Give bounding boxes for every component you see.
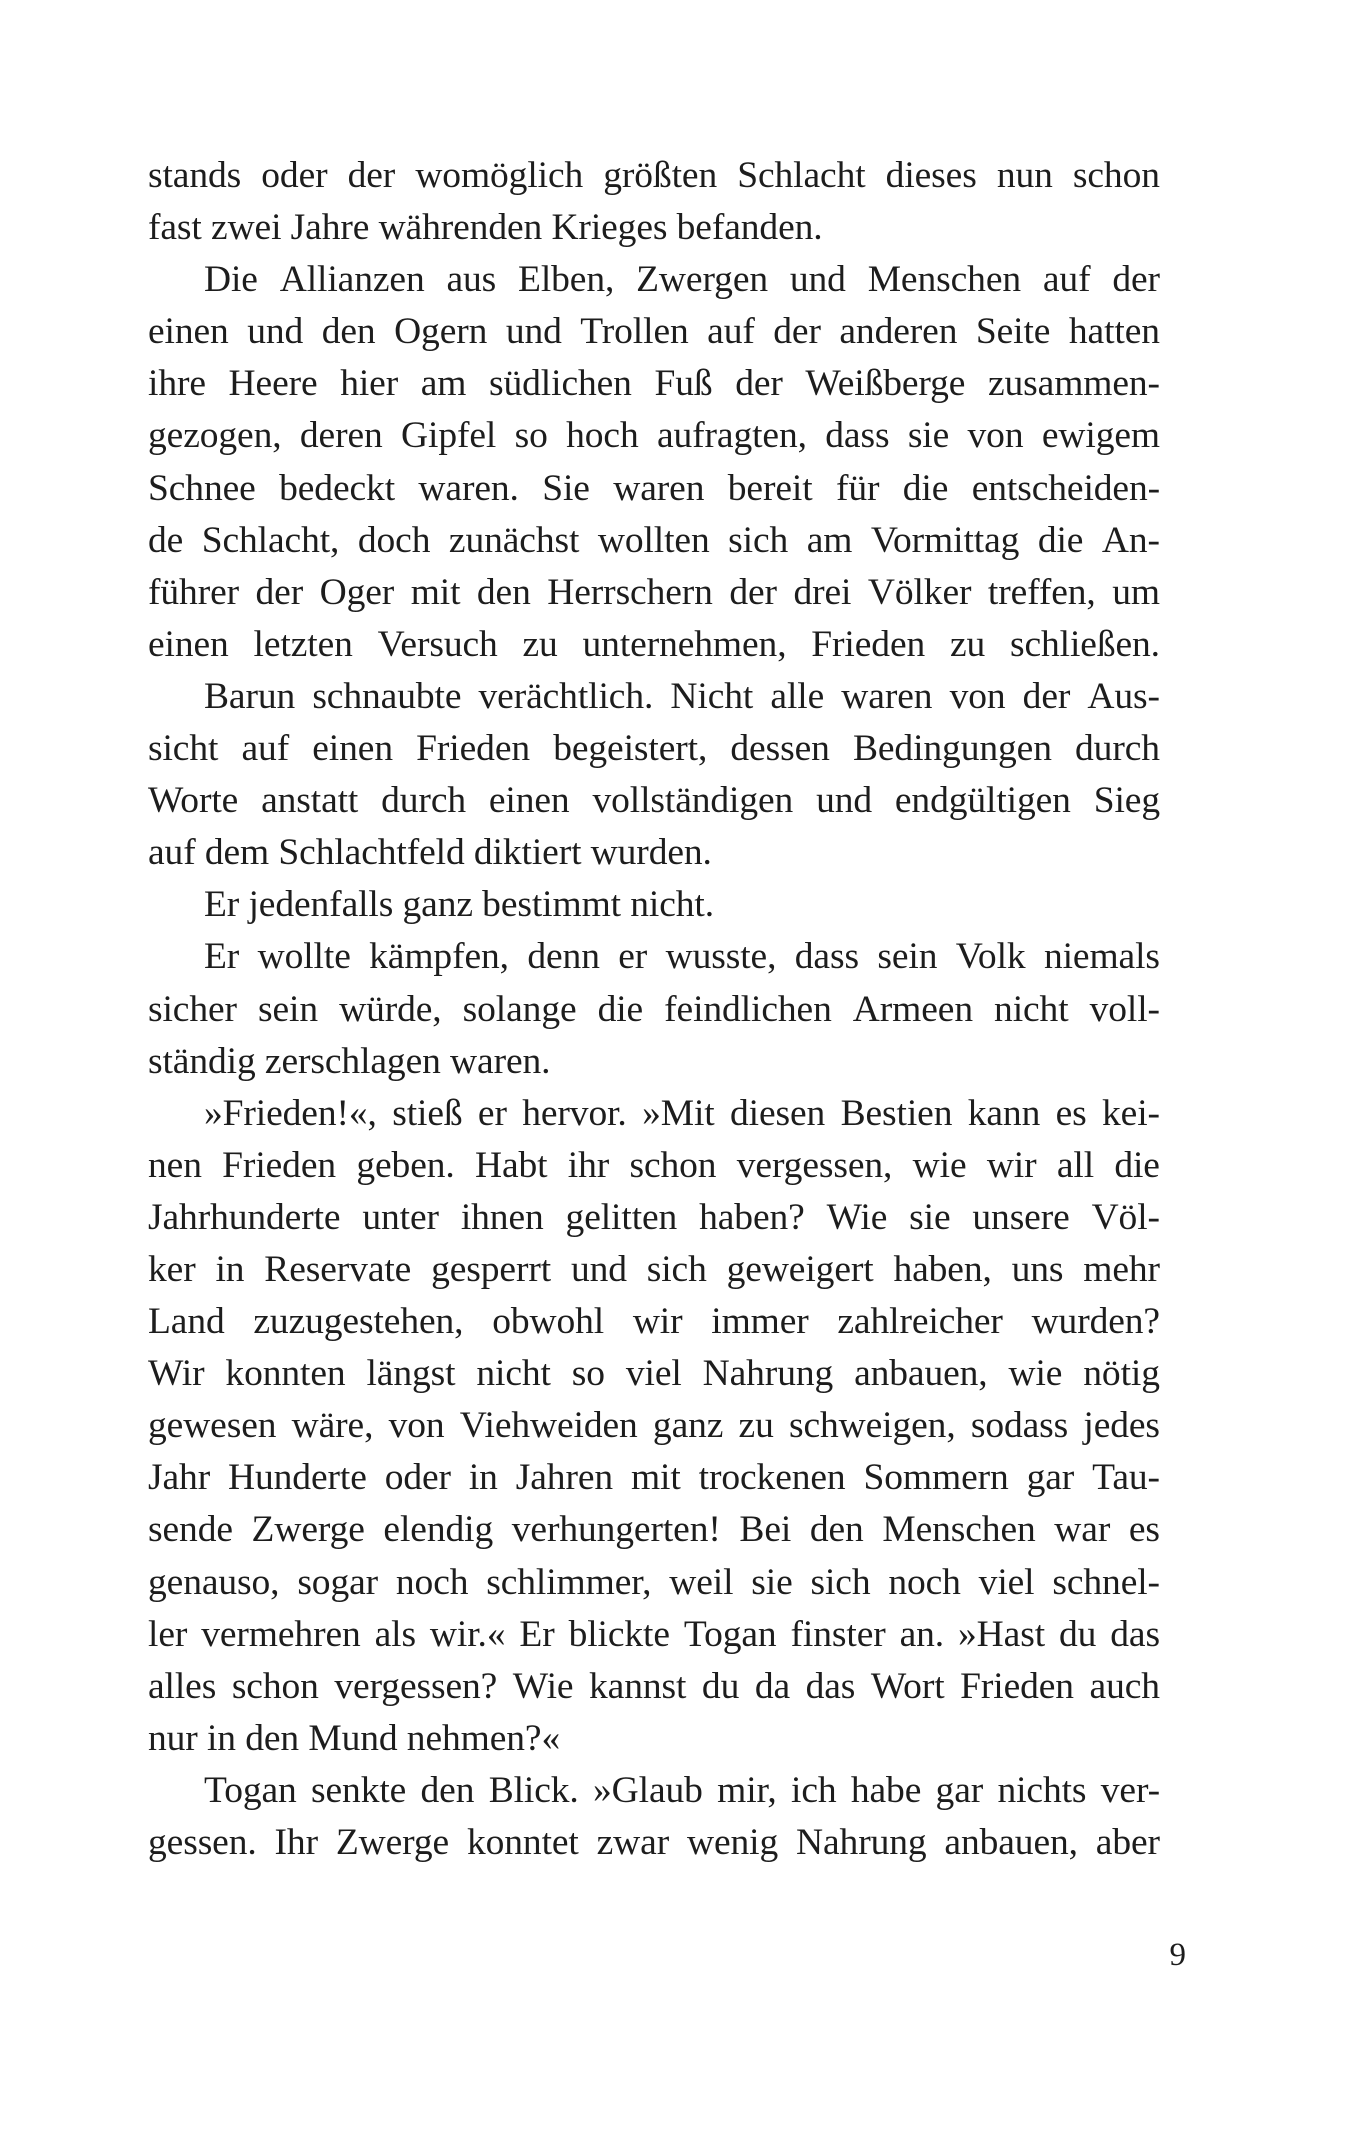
text-line: gezogen, deren Gipfel so hoch aufragten, dass sie von ewigem [148, 415, 1160, 457]
text-line: ständig zerschlagen waren. [148, 1040, 551, 1082]
text-line: Jahrhunderte unter ihnen gelitten haben? Wie sie unsere Völ- [148, 1196, 1160, 1238]
text-line: de Schlacht, doch zunächst wollten sich am Vormittag die An- [148, 519, 1160, 561]
text-line: nen Frieden geben. Habt ihr schon vergessen, wie wir all die [148, 1144, 1160, 1186]
text-line: Schnee bedeckt waren. Sie waren bereit für die entscheiden- [148, 467, 1160, 509]
text-line: einen und den Ogern und Trollen auf der anderen Seite hatten [148, 311, 1160, 353]
text-line: Wir konnten längst nicht so viel Nahrung anbauen, wie nötig [148, 1353, 1160, 1395]
text-line: »Frieden!«, stieß er hervor. »Mit diesen Bestien kann es kei- [204, 1092, 1160, 1134]
text-line: ihre Heere hier am südlichen Fuß der Weißberge zusammen- [148, 363, 1160, 405]
text-line: fast zwei Jahre währenden Krieges befanden. [148, 207, 823, 249]
text-line: ker in Reservate gesperrt und sich geweigert haben, uns mehr [148, 1248, 1160, 1290]
body-text-block [148, 150, 1160, 1869]
text-line: sicht auf einen Frieden begeistert, dessen Bedingungen durch [148, 728, 1160, 770]
text-line: alles schon vergessen? Wie kannst du da das Wort Frieden auch [148, 1665, 1160, 1707]
page-number: 9 [1169, 1937, 1186, 1973]
text-line: stands oder der womöglich größten Schlacht dieses nun schon [148, 155, 1160, 196]
text-line: Die Allianzen aus Elben, Zwergen und Menschen auf der [204, 259, 1160, 301]
text-line: sicher sein würde, solange die feindlichen Armeen nicht voll- [148, 988, 1160, 1030]
text-line: Er jedenfalls ganz bestimmt nicht. [204, 884, 714, 926]
text-line: führer der Oger mit den Herrschern der drei Völker treffen, um [148, 571, 1160, 613]
text-line: gewesen wäre, von Viehweiden ganz zu schweigen, sodass jedes [148, 1405, 1160, 1447]
text-line: Er wollte kämpfen, denn er wusste, dass sein Volk niemals [204, 936, 1160, 978]
text-line: genauso, sogar noch schlimmer, weil sie sich noch viel schnel- [148, 1561, 1160, 1603]
text-line: nur in den Mund nehmen?« [148, 1717, 561, 1759]
text-line: Togan senkte den Blick. »Glaub mir, ich habe gar nichts ver- [204, 1769, 1160, 1811]
text-line: ler vermehren als wir.« Er blickte Togan finster an. »Hast du das [148, 1613, 1160, 1655]
text-line: sende Zwerge elendig verhungerten! Bei den Menschen war es [148, 1509, 1160, 1551]
text-line: Jahr Hunderte oder in Jahren mit trockenen Sommern gar Tau- [148, 1457, 1160, 1499]
text-line: Land zuzugestehen, obwohl wir immer zahlreicher wurden? [148, 1301, 1160, 1343]
text-line: Barun schnaubte verächtlich. Nicht alle waren von der Aus- [204, 675, 1160, 717]
text-line: einen letzten Versuch zu unternehmen, Frieden zu schließen. [148, 623, 1160, 665]
text-line: gessen. Ihr Zwerge konntet zwar wenig Nahrung anbauen, aber [148, 1822, 1160, 1863]
text-line: Worte anstatt durch einen vollständigen und endgültigen Sieg [148, 780, 1160, 822]
text-line: auf dem Schlachtfeld diktiert wurden. [148, 832, 712, 874]
